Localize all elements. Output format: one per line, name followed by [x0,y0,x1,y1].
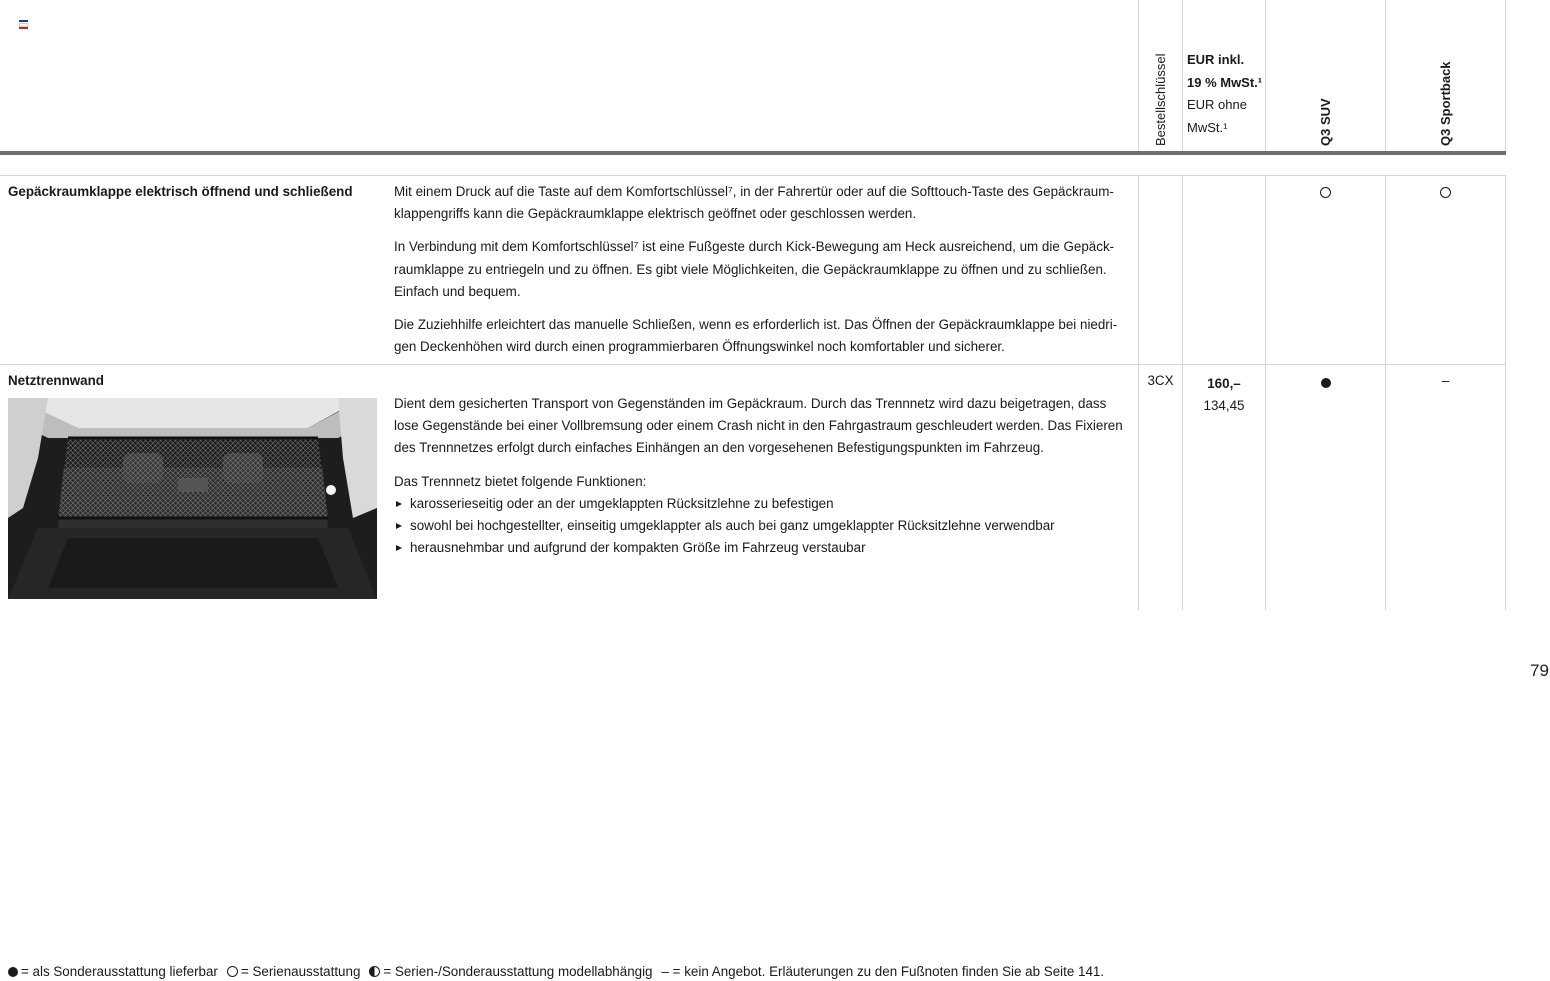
legend-label: = Serien-/Sonderausstattung modellabhängig [383,964,653,979]
standard-equipment-icon [1440,187,1451,198]
header-price-excl-2: MwSt.¹ [1187,119,1228,135]
list-item: sowohl bei hochgestellter, einseitig umgeklappter als auch bei ganz umgeklappter Rücksitzlehne verwendbar [394,515,1134,537]
feature-list [394,493,1134,560]
header-divider [1505,0,1506,152]
legend-label: = als Sonderausstattung lieferbar [21,964,218,979]
order-key-value: 3CX [1147,373,1174,388]
flag-logo [19,20,28,27]
feature-description [394,393,1134,559]
model-dependent-icon [369,966,380,977]
header-divider [1182,0,1183,152]
standard-equipment-icon [227,966,238,977]
legend [8,964,1113,979]
legend-label: – = kein Angebot. Erläuterungen zu den Fußnoten finden Sie ab Seite 141. [661,964,1105,979]
q3-sportback-availability [1386,186,1505,201]
feature-description [394,181,1134,369]
header-q3-sportback: Q3 Sportback [1438,61,1453,146]
col-divider [1505,175,1506,610]
header-divider [1265,0,1266,152]
list-item: herausnehmbar und aufgrund der kompakten Größe im Fahrzeug verstaubar [394,537,1134,559]
bullet-icon [396,523,402,529]
legend-item-model-dependent [369,964,652,979]
price-excl-vat: 134,45 [1203,398,1245,413]
col-divider [1138,175,1139,610]
standard-equipment-icon [1320,187,1331,198]
legend-label: = Serienausstattung [240,964,361,979]
header-divider [1385,0,1386,152]
page-number: 79 [1530,661,1549,680]
bullet-icon [396,545,402,551]
col-divider [1385,175,1386,610]
list-item: karosserieseitig oder an der umgeklappten Rücksitzlehne zu befestigen [394,493,1134,515]
net-partition-photo [8,398,377,599]
description-paragraph: Mit einem Druck auf die Taste auf dem Komfortschlüssel⁷, in der Fahrertür oder auf die Softtouch-Taste des Gepäckraum-klappengriffs kann die Gepäckraumklappe elektrisch geöffnet oder geschlossen werden. [394,184,1114,222]
legend-item-standard [227,964,360,979]
header-price-incl-1: EUR inkl. [1187,52,1245,67]
header-q3-suv: Q3 SUV [1318,98,1333,146]
header-price-excl-1: EUR ohne [1187,97,1247,112]
feature-title: Netztrennwand [8,373,104,388]
description-paragraph: In Verbindung mit dem Komfortschlüssel⁷ ist eine Fußgeste durch Kick-Bewegung am Heck ausreichend, um die Gepäck-raumklappe zu entriegeln und zu öffnen. Es gibt viele Möglichkeiten, die Gepäckraumklappe zu öffnen und zu schließen. Einfach und bequem. [394,239,1115,299]
feature-title: Gepäckraumklappe elektrisch öffnend und schließend [8,184,353,199]
bullet-icon [396,501,402,507]
optional-equipment-icon [8,967,18,977]
legend-item-optional [8,964,218,979]
optional-equipment-icon [1321,378,1331,388]
q3-suv-availability [1266,376,1385,391]
description-paragraph: Dient dem gesicherten Transport von Gegenständen im Gepäckraum. Durch das Trennnetz wird dazu beigetragen, dass lose Gegenstände bei einer Vollbremsung oder einem Crash nicht in den Fahrgastraum geschleudert werden. Das Fixieren des Trennnetzes erfolgt durch einfaches Einhängen an den vorgesehenen Befestigungspunkten im Fahrzeug. [394,396,1123,456]
row-divider [0,175,1506,176]
header-price-incl-2: 19 % MwSt.¹ [1187,74,1263,90]
q3-suv-availability [1266,186,1385,201]
header-rule [0,151,1506,155]
header-divider [1138,0,1139,152]
price-incl-vat: 160,– [1207,376,1241,391]
description-paragraph: Die Zuziehhilfe erleichtert das manuelle Schließen, wenn es erforderlich ist. Das Öffnen der Gepäckraumklappe bei niedri-gen Deckenhöhen wird durch einen programmierbaren Öffnungswinkel noch komfortabler und sicherer. [394,317,1118,355]
header-order-key: Bestellschlüssel [1153,53,1168,146]
header-price [1187,49,1262,139]
col-divider [1265,175,1266,610]
legend-item-no-offer [662,964,1105,979]
description-paragraph: Das Trennnetz bietet folgende Funktionen: [394,473,647,489]
q3-sportback-availability: – [1441,373,1450,388]
car-boot-image [8,398,377,599]
price-cell [1183,373,1265,417]
